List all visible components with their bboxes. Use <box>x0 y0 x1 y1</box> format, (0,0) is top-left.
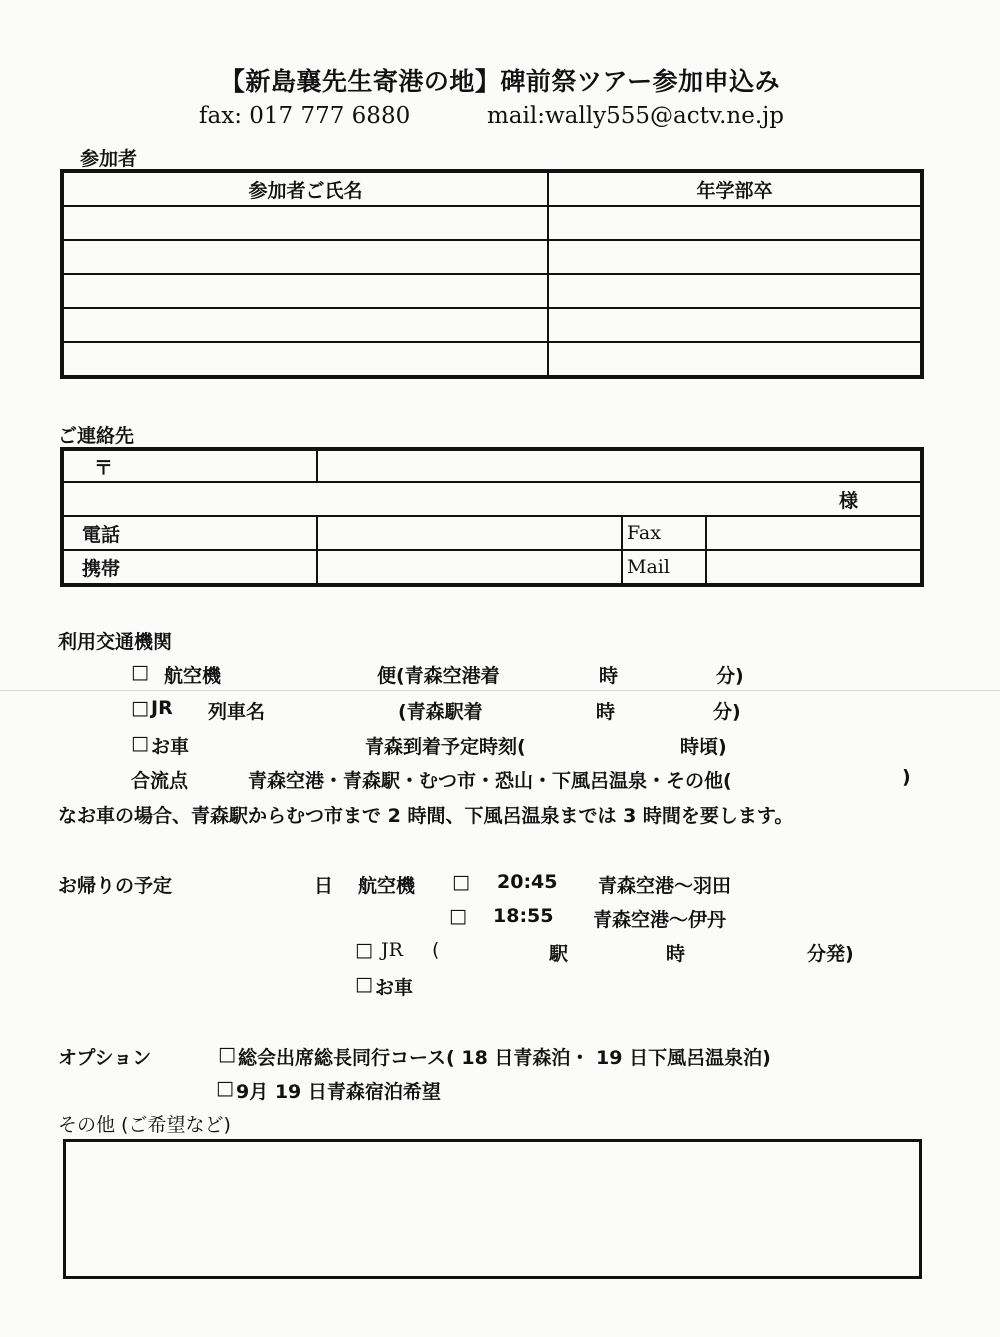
contact-table <box>62 449 922 585</box>
return-jr-departure: 分発) <box>807 943 854 965</box>
return-flight-1-route: 青森空港～羽田 <box>598 875 732 897</box>
participant-name-cell[interactable] <box>63 274 548 308</box>
meeting-point-close: ) <box>902 766 911 788</box>
participant-name-cell[interactable] <box>63 240 548 274</box>
return-jr-label: JR <box>381 939 403 961</box>
mobile-field[interactable] <box>317 550 622 584</box>
transport-airplane-label: 航空機 <box>164 665 222 687</box>
participant-grad-cell[interactable] <box>548 240 921 274</box>
airplane-hour-unit: 時 <box>599 665 619 687</box>
other-requests-field[interactable] <box>63 1139 922 1279</box>
option-1-label: 総会出席総長同行コース( 18 日青森泊・ 19 日下風呂温泉泊) <box>238 1047 771 1069</box>
transport-airplane-checkbox[interactable]: □ <box>131 661 149 683</box>
mobile-label: 携帯 <box>63 550 317 584</box>
other-requests-label: その他 (ご希望など) <box>58 1114 231 1136</box>
fax-label: Fax <box>622 516 706 550</box>
return-section-label: お帰りの予定 <box>58 875 173 897</box>
mail-label: Mail <box>622 550 706 584</box>
participant-name-cell[interactable] <box>63 206 548 240</box>
transport-jr-checkbox[interactable]: □ <box>131 697 149 719</box>
participant-grad-cell[interactable] <box>548 308 921 342</box>
participant-grad-cell[interactable] <box>548 206 921 240</box>
option-1-checkbox[interactable]: □ <box>218 1043 236 1065</box>
return-day-unit: 日 <box>314 875 334 897</box>
transport-jr-label: JR <box>151 697 173 719</box>
option-2-checkbox[interactable]: □ <box>216 1077 234 1099</box>
return-car-checkbox[interactable]: □ <box>355 973 373 995</box>
return-jr-open-paren: ( <box>432 939 440 961</box>
car-eta-label: 青森到着予定時刻( <box>365 736 526 758</box>
return-airplane-label: 航空機 <box>358 875 416 897</box>
meeting-point-label: 合流点 <box>131 770 189 792</box>
mail-field[interactable] <box>706 550 921 584</box>
transport-car-label: お車 <box>151 736 190 758</box>
participant-grad-cell[interactable] <box>548 342 921 376</box>
honorific-sama: 様 <box>838 489 858 512</box>
form-title: 【新島襄先生寄港の地】碑前祭ツアー参加申込み <box>219 67 781 96</box>
return-jr-station-unit: 駅 <box>549 943 569 965</box>
car-approx-hour: 時頃) <box>680 736 727 758</box>
participants-section-label: 参加者 <box>80 148 138 170</box>
address-cell-1[interactable] <box>317 450 921 482</box>
return-jr-hour-unit: 時 <box>666 943 686 965</box>
jr-minute-unit: 分) <box>713 701 741 723</box>
postal-code-cell[interactable] <box>63 450 317 482</box>
postal-mark: 〒 <box>94 456 114 479</box>
mail-address: mail:wally555@actv.ne.jp <box>487 103 784 129</box>
column-header-graduation: 年学部卒 <box>548 172 921 206</box>
contact-section-label: ご連絡先 <box>58 425 135 447</box>
participant-name-cell[interactable] <box>63 308 548 342</box>
return-flight-1-time: 20:45 <box>497 871 558 893</box>
phone-field[interactable] <box>317 516 622 550</box>
return-flight-2-checkbox[interactable]: □ <box>449 905 467 927</box>
return-flight-2-time: 18:55 <box>493 905 554 927</box>
car-travel-note: なお車の場合、青森駅からむつ市まで 2 時間、下風呂温泉までは 3 時間を要します。 <box>58 805 794 827</box>
participant-name-cell[interactable] <box>63 342 548 376</box>
name-address-cell[interactable] <box>63 482 921 516</box>
column-header-name: 参加者ご氏名 <box>63 172 548 206</box>
fax-number: fax: 017 777 6880 <box>199 103 411 129</box>
option-2-label: 9月 19 日青森宿泊希望 <box>236 1081 441 1103</box>
return-jr-checkbox[interactable]: □ <box>355 939 373 961</box>
transport-section-label: 利用交通機関 <box>58 631 173 653</box>
airplane-minute-unit: 分) <box>716 665 744 687</box>
participants-table <box>62 171 922 377</box>
phone-label: 電話 <box>63 516 317 550</box>
return-flight-2-route: 青森空港～伊丹 <box>593 909 727 931</box>
airplane-flight-arrival: 便(青森空港着 <box>377 665 500 687</box>
jr-train-name-label: 列車名 <box>208 701 266 723</box>
return-car-label: お車 <box>375 977 414 999</box>
jr-hour-unit: 時 <box>596 701 616 723</box>
transport-car-checkbox[interactable]: □ <box>131 732 149 754</box>
fax-field[interactable] <box>706 516 921 550</box>
participant-grad-cell[interactable] <box>548 274 921 308</box>
jr-station-arrival: (青森駅着 <box>398 701 483 723</box>
meeting-point-options: 青森空港・青森駅・むつ市・恐山・下風呂温泉・その他( <box>248 770 732 792</box>
return-flight-1-checkbox[interactable]: □ <box>452 871 470 893</box>
options-section-label: オプション <box>58 1047 152 1069</box>
